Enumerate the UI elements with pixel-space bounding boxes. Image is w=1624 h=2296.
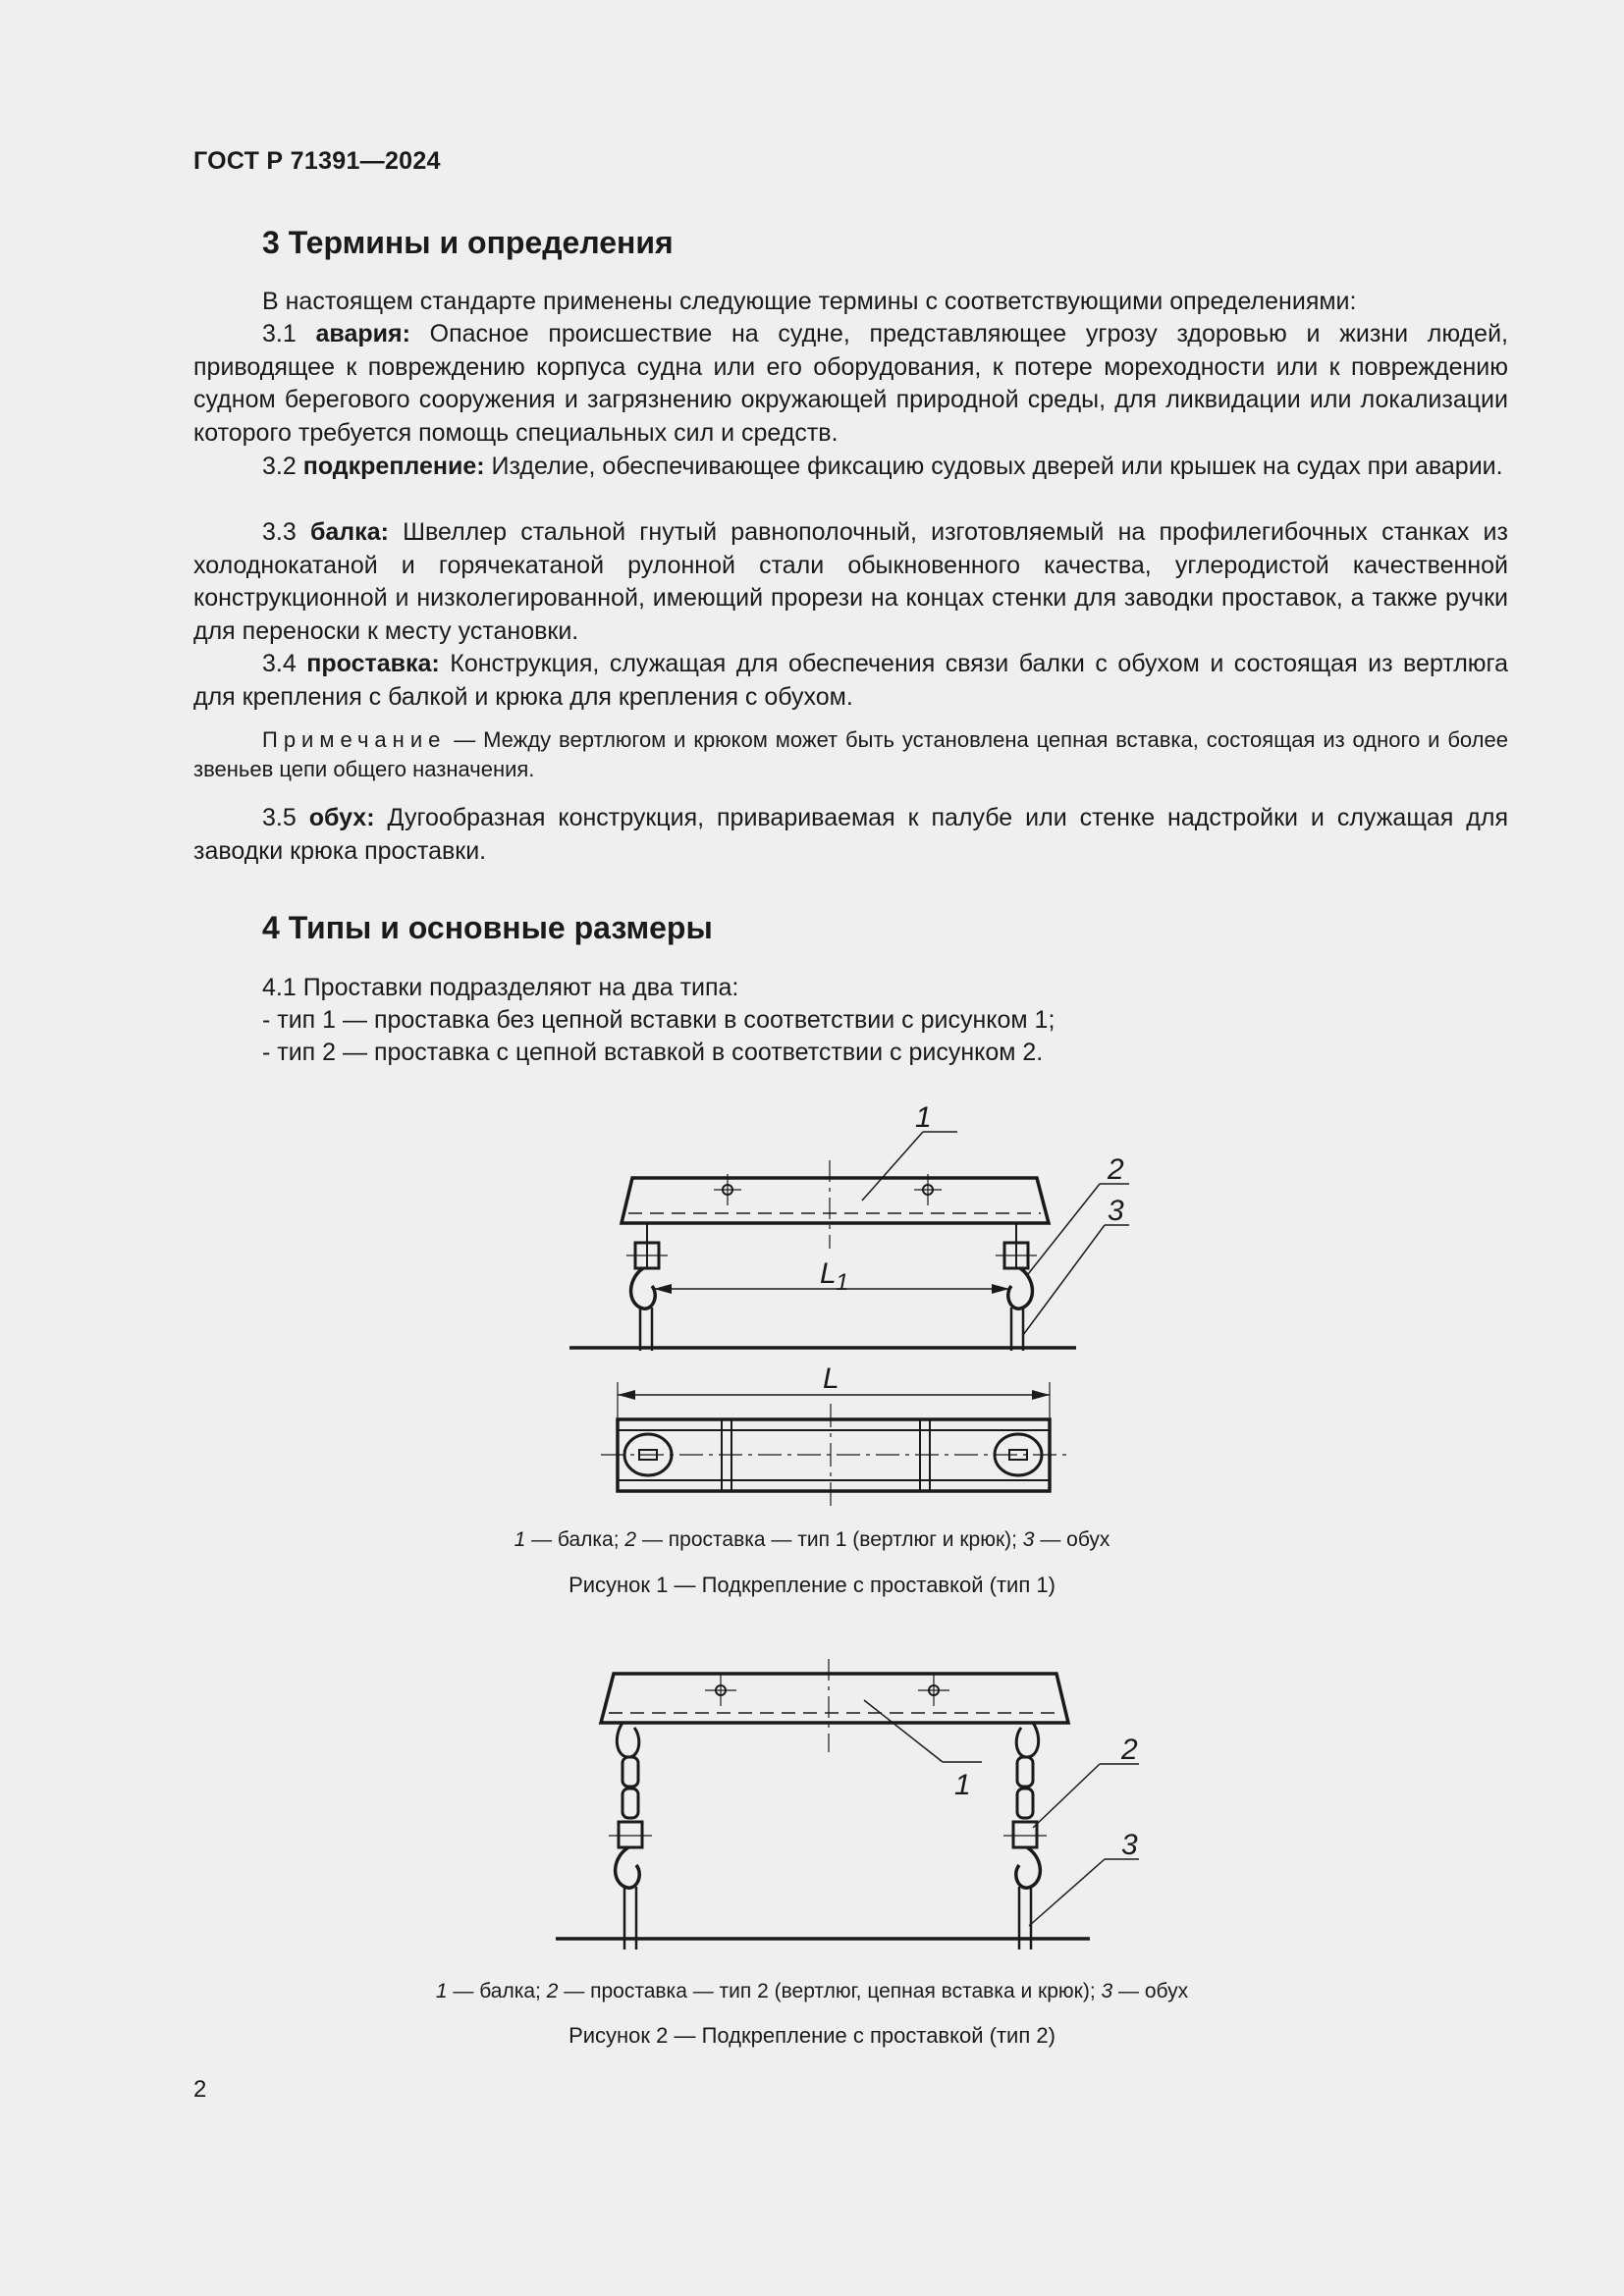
chain-link bbox=[1017, 1789, 1033, 1818]
swivel-left bbox=[619, 1822, 642, 1847]
note-text: — Между вертлюгом и крюком может быть установлена цепная вставка, состоящая из одного и более звеньев цепи общего назначения. bbox=[193, 727, 1508, 781]
term-text: Конструкция, служащая для обеспечения связи балки с обухом и состоящая из вертлюга для крепления с балкой и крюка для крепления с обухом. bbox=[193, 650, 1509, 711]
term-text: Изделие, обеспечивающее фиксацию судовых дверей или крышек на судах при аварии. bbox=[491, 453, 1503, 480]
figure-1-caption: Рисунок 1 — Подкрепление с проставкой (тип 1) bbox=[568, 1573, 1056, 1597]
section-4-p1: 4.1 Проставки подразделяют на два типа: bbox=[262, 974, 739, 1001]
figure-2-label-1: 1 bbox=[954, 1769, 971, 1801]
term-word: проставка: bbox=[306, 650, 440, 677]
document-code: ГОСТ Р 71391—2024 bbox=[193, 147, 441, 175]
hook-left bbox=[616, 1847, 640, 1888]
figure-1-top-view bbox=[601, 1362, 1068, 1507]
hook-left bbox=[631, 1268, 656, 1308]
term-number: 3.2 bbox=[262, 453, 297, 480]
type-list-item: - тип 1 — проставка без цепной вставки в соответствии с рисунком 1; bbox=[262, 1006, 1056, 1034]
chain-link bbox=[1017, 1757, 1033, 1787]
figure-1-label-1: 1 bbox=[915, 1101, 932, 1134]
hook-right bbox=[1016, 1847, 1041, 1888]
term-text: Швеллер стальной гнутый равнополочный, изготовляемый на профилегибочных станках из холоднокатаной и горячекатаной рулонной стали обыкновенного качества, углеродистой качественной конструкционной и низколегированной, имеющий прорези на концах стенки для заводки проставок, а также ручки для переноски к месту установки. bbox=[193, 518, 1508, 645]
section-3-title: 3 Термины и определения bbox=[262, 225, 674, 260]
figure-2-legend: 1 — балка; 2 — проставка — тип 2 (вертлюг, цепная вставка и крюк); 3 — обух bbox=[435, 1980, 1189, 2002]
figure-2-side-view bbox=[556, 1659, 1139, 1949]
section-3-intro: В настоящем стандарте применены следующие термины с соответствующими определениями: bbox=[262, 288, 1357, 315]
type-list-item: - тип 2 — проставка с цепной вставкой в соответствии с рисунком 2. bbox=[262, 1039, 1044, 1066]
term-number: 3.4 bbox=[262, 650, 297, 677]
term-word: балка: bbox=[309, 518, 389, 546]
term-word: подкрепление: bbox=[302, 453, 485, 480]
figure-1-side-view bbox=[569, 1101, 1129, 1351]
term-number: 3.3 bbox=[262, 518, 297, 546]
beam-outline bbox=[601, 1674, 1068, 1723]
dim-L-label: L bbox=[823, 1362, 839, 1395]
term-number: 3.1 bbox=[262, 320, 297, 347]
term-text: Опасное происшествие на судне, представляющее угрозу здоровью и жизни людей, приводящее к повреждению корпуса судна или его оборудования, к потере мореходности или к повреждению судном берегового сооружения и загрязнению окружающей природной среды, для ликвидации или локализации которого требуется помощь специальных сил и средств. bbox=[193, 320, 1508, 447]
figure-1-legend: 1 — балка; 2 — проставка — тип 1 (вертлюг и крюк); 3 — обух bbox=[514, 1528, 1110, 1551]
dim-L1-label: L bbox=[820, 1257, 837, 1290]
section-4-title: 4 Типы и основные размеры bbox=[262, 910, 713, 945]
chain-hook-right bbox=[1016, 1723, 1038, 1757]
dim-L1-subscript: 1 bbox=[836, 1269, 849, 1296]
figure-2-label-3: 3 bbox=[1121, 1829, 1138, 1861]
figure-2-label-2: 2 bbox=[1121, 1734, 1138, 1766]
term-text: Дугообразная конструкция, привариваемая к палубе или стенке надстройки и служащая для заводки крюка проставки. bbox=[193, 804, 1508, 865]
figure-1-label-3: 3 bbox=[1108, 1195, 1124, 1227]
figure-1-label-2: 2 bbox=[1108, 1153, 1124, 1186]
chain-hook-left bbox=[617, 1723, 638, 1757]
term-word: обух: bbox=[308, 804, 375, 831]
chain-link bbox=[623, 1757, 638, 1787]
term-word: авария: bbox=[315, 320, 410, 347]
term-number: 3.5 bbox=[262, 804, 297, 831]
beam-outline bbox=[622, 1178, 1049, 1223]
page-number: 2 bbox=[193, 2076, 207, 2103]
figure-2-caption: Рисунок 2 — Подкрепление с проставкой (тип 2) bbox=[568, 2023, 1056, 2048]
swivel-right bbox=[1013, 1822, 1037, 1847]
chain-link bbox=[623, 1789, 638, 1818]
note-label: Примечание bbox=[262, 727, 447, 752]
